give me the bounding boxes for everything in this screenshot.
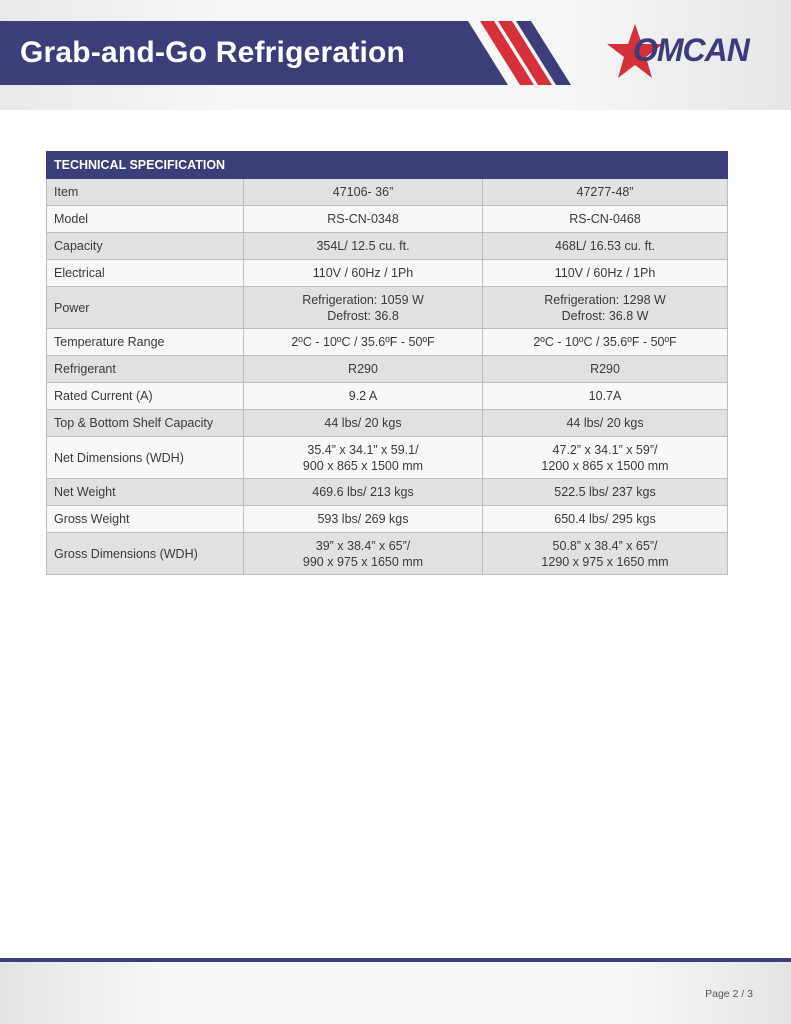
model-2-value <box>483 479 728 506</box>
row-label: Top & Bottom Shelf Capacity <box>47 410 244 437</box>
table-row <box>47 410 728 437</box>
value-line: Refrigeration: 1059 W <box>302 292 424 307</box>
value-line: 35.4” x 34.1” x 59.1/ <box>307 442 419 457</box>
row-label: Item <box>47 179 244 206</box>
value-line: RS-CN-0348 <box>327 212 399 226</box>
value-line: 110V / 60Hz / 1Ph <box>554 266 656 280</box>
spec-table <box>46 151 728 575</box>
model-1-value <box>244 356 483 383</box>
table-row <box>47 506 728 533</box>
model-2-value <box>483 356 728 383</box>
value-line: 593 lbs/ 269 kgs <box>317 512 409 526</box>
table-heading: TECHNICAL SPECIFICATION <box>47 152 728 179</box>
value-line: 650.4 lbs/ 295 kgs <box>554 512 656 526</box>
table-row <box>47 329 728 356</box>
row-label: Capacity <box>47 233 244 260</box>
row-label: Power <box>47 287 244 329</box>
table-row <box>47 533 728 575</box>
value-line: 47277-48” <box>576 185 634 199</box>
value-line: 522.5 lbs/ 237 kgs <box>554 485 656 499</box>
brand-name: OMCAN <box>633 32 749 68</box>
value-line: R290 <box>348 362 378 376</box>
value-line: 2ºC - 10ºC / 35.6ºF - 50ºF <box>291 335 435 349</box>
table-row <box>47 437 728 479</box>
model-2-value <box>483 410 728 437</box>
model-2-value <box>483 260 728 287</box>
model-1-value <box>244 383 483 410</box>
row-label: Gross Dimensions (WDH) <box>47 533 244 575</box>
row-label: Net Dimensions (WDH) <box>47 437 244 479</box>
page-number: Page 2 / 3 <box>705 988 753 1000</box>
value-line: 468L/ 16.53 cu. ft. <box>554 239 656 253</box>
value-line: 110V / 60Hz / 1Ph <box>312 266 414 280</box>
value-line: R290 <box>590 362 620 376</box>
value-line: RS-CN-0468 <box>569 212 641 226</box>
spec-body <box>47 179 728 575</box>
page-title: Grab-and-Go Refrigeration <box>20 36 406 69</box>
value-line: 1200 x 865 x 1500 mm <box>541 458 669 473</box>
table-row <box>47 179 728 206</box>
row-label: Temperature Range <box>47 329 244 356</box>
value-line: 1290 x 975 x 1650 mm <box>541 554 669 569</box>
value-line: Refrigeration: 1298 W <box>544 292 666 307</box>
value-line: Defrost: 36.8 <box>327 308 399 323</box>
model-2-value <box>483 206 728 233</box>
model-2-value <box>483 506 728 533</box>
value-line: Defrost: 36.8 W <box>561 308 649 323</box>
value-line: 39” x 38.4” x 65”/ <box>315 538 411 553</box>
model-2-value <box>483 179 728 206</box>
value-line: 47.2” x 34.1” x 59”/ <box>552 442 658 457</box>
value-line: 354L/ 12.5 cu. ft. <box>316 239 410 253</box>
table-row <box>47 233 728 260</box>
model-2-value <box>483 533 728 575</box>
table-row <box>47 356 728 383</box>
omcan-logo <box>605 22 775 84</box>
footer-band <box>0 962 791 1024</box>
model-2-value <box>483 329 728 356</box>
model-2-value <box>483 233 728 260</box>
table-row <box>47 383 728 410</box>
table-row <box>47 206 728 233</box>
value-line: 47106- 36” <box>332 185 394 199</box>
model-1-value <box>244 329 483 356</box>
value-line: 900 x 865 x 1500 mm <box>302 458 424 473</box>
row-label: Refrigerant <box>47 356 244 383</box>
model-1-value <box>244 233 483 260</box>
model-1-value <box>244 287 483 329</box>
model-1-value <box>244 506 483 533</box>
row-label: Rated Current (A) <box>47 383 244 410</box>
value-line: 10.7A <box>588 389 622 403</box>
table-row <box>47 260 728 287</box>
row-label: Gross Weight <box>47 506 244 533</box>
model-1-value <box>244 410 483 437</box>
row-label: Net Weight <box>47 479 244 506</box>
value-line: 44 lbs/ 20 kgs <box>324 416 402 430</box>
model-1-value <box>244 206 483 233</box>
row-label: Electrical <box>47 260 244 287</box>
model-2-value <box>483 383 728 410</box>
value-line: 469.6 lbs/ 213 kgs <box>312 485 414 499</box>
model-2-value <box>483 437 728 479</box>
model-1-value <box>244 533 483 575</box>
value-line: 50.8” x 38.4” x 65”/ <box>552 538 658 553</box>
table-row <box>47 479 728 506</box>
model-1-value <box>244 479 483 506</box>
value-line: 2ºC - 10ºC / 35.6ºF - 50ºF <box>533 335 677 349</box>
model-1-value <box>244 179 483 206</box>
value-line: 9.2 A <box>348 389 378 403</box>
model-1-value <box>244 437 483 479</box>
model-2-value <box>483 287 728 329</box>
row-label: Model <box>47 206 244 233</box>
title-bar <box>0 21 575 85</box>
value-line: 990 x 975 x 1650 mm <box>302 554 424 569</box>
value-line: 44 lbs/ 20 kgs <box>566 416 644 430</box>
model-1-value <box>244 260 483 287</box>
table-row <box>47 287 728 329</box>
